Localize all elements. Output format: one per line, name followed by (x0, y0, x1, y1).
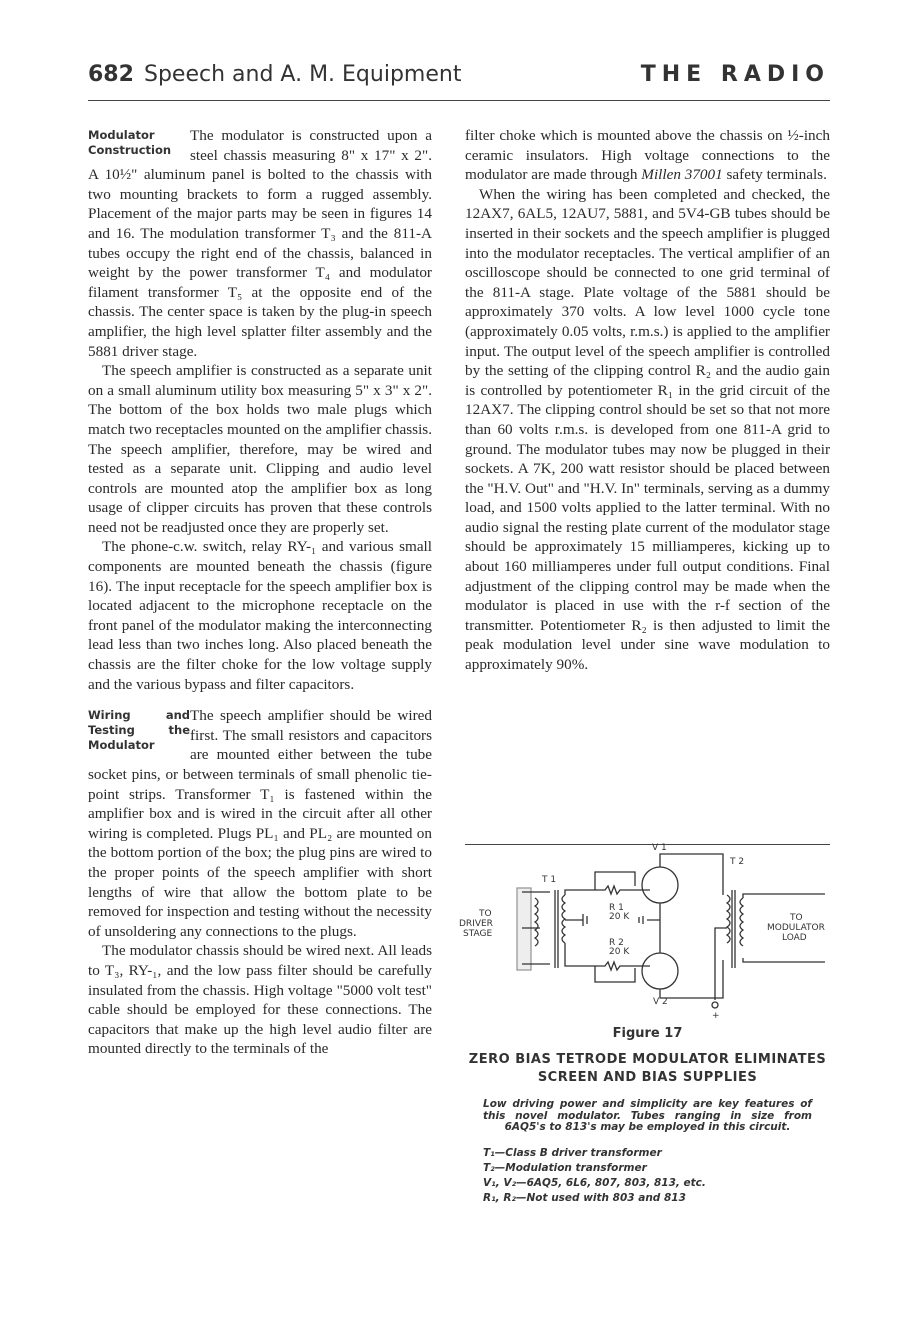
figure-divider (465, 844, 830, 845)
figure-title: ZERO BIAS TETRODE MODULATOR ELIMINATES SCREEN AND BIAS SUPPLIES (468, 1052, 827, 1085)
page-header (88, 60, 830, 101)
paragraph: The speech amplifier is constructed as a separate unit on a small aluminum utility box measuring 5" x 3" x 2". The bottom of the box holds two male plugs which match two receptacles mounted on the amplifier chassis. The speech amplifier, therefore, may be wired and tested as a separate unit. Clipping and audio level controls are mounted atop the amplifier box as long usage of clipper circuits has proven that these controls need not be readjusted once they are properly set. (88, 362, 432, 536)
legend-item: V₁, V₂—6AQ5, 6L6, 807, 803, 813, etc. (483, 1176, 706, 1189)
svg-text:T 2: T 2 (730, 857, 745, 867)
paragraph: The phone-c.w. switch, relay RY-₁ and various small components are mounted beneath the chassis (figure 16). The input receptacle for the speech amplifier box is located adjacent to the microphone receptacle on the front panel of the modulator making the interconnecting lead less than two inches long. Also placed beneath the chassis are the filter choke for the low voltage supply and the various bypass and filter capacitors. (88, 538, 432, 693)
legend-item: T₂—Modulation transformer (483, 1161, 647, 1174)
svg-text:STAGE: STAGE (463, 929, 493, 939)
legend-item: R₁, R₂—Not used with 803 and 813 (483, 1191, 686, 1204)
paragraph: filter choke which is mounted above the chassis on ½-inch ceramic insulators. High voltage connections to the modulator are made through Millen 37001 safety terminals. (465, 127, 830, 184)
paragraph: When the wiring has been completed and checked, the 12AX7, 6AL5, 12AU7, 5881, and 5V4-GB tubes should be inserted in their sockets and the speech amplifier is plugged into the modulator receptacles. The vertical amplifier of an oscilloscope should be connected to one grid terminal of the 811-A stage. Plate voltage of the 5881 should be approximately 370 volts. A low level 1000 cycle tone (approximately 0.05 volts, r.m.s.) is applied to the amplifier input. The output level of the speech amplifier is controlled by the setting of the clipping control R₂ and the audio gain is controlled by potentiometer R₁ in the grid circuit of the 12AX7. The clipping control should be set so that not more than 60 volts r.m.s. is developed from one 811-A grid to ground. The modulator tubes may now be plugged in their sockets. A 7K, 200 watt resistor should be placed between the "H.V. Out" and "H.V. In" terminals, serving as a dummy load, and 1500 volts applied to the latter terminal. With no audio signal the resting plate current of the modulator stage should be approximately 15 milliamperes, kicking up to about 160 milliamperes under full output conditions. Final adjustment of the clipping control may be made when the modulator is placed in use with the r-f section of the transmitter. Potentiometer R₂ is then adjusted to limit the peak modulation level under sine wave modulation to approximately 90%. (465, 185, 830, 674)
circuit-diagram (459, 843, 830, 1021)
figure-description: Low driving power and simplicity are key features of this novel modulator. Tubes ranging in size from 6AQ5's to 813's may be employed in this circuit. (483, 1098, 812, 1133)
svg-text:T 1: T 1 (542, 875, 557, 885)
legend-item: T₁—Class B driver transformer (483, 1146, 662, 1159)
svg-text:20 K: 20 K (609, 947, 630, 957)
svg-text:V 2: V 2 (653, 997, 668, 1007)
svg-text:R 1: R 1 (609, 903, 624, 913)
svg-text:R 2: R 2 (609, 938, 624, 948)
side-heading: Wiring and Testing the Modulator (88, 708, 190, 753)
paragraph: The modulator is constructed upon a steel chassis measuring 8" x 17" x 2". A 10½" aluminum panel is bolted to the chassis with two mounting brackets to form a rugged assembly. Placement of the major parts may be seen in figures 14 and 16. The modulation transformer T₃ and the 811-A tubes occupy the right end of the chassis, balanced in weight by the power transformer T₄ and modulator filament transformer T₅ at the opposite end of the chassis. The center space is taken by the plug-in speech amplifier, the high level splatter filter assembly and the 5881 driver stage. (88, 127, 432, 360)
page-number: 682 (88, 62, 134, 87)
side-heading: Modulator Construction (88, 128, 172, 157)
svg-text:TO: TO (790, 913, 803, 923)
svg-text:TO: TO (479, 909, 492, 919)
figure-legend (483, 1146, 830, 1206)
chapter-title: Speech and A. M. Equipment (144, 62, 462, 87)
paragraph: The speech amplifier should be wired first. The small resistors and capacitors are mounted either between the tube socket pins, or between terminals of small phenolic tie-point strips. Transformer T₁ is fastened within the amplifier box and is wired in the circuit after all other wiring is completed. Plugs PL₁ and PL₂ are mounted on the bottom portion of the box; the plug pins are wired to the proper points of the speech amplifier with short lengths of wire that allow the bottom plate to be removed for inspection and testing without the necessity of unsoldering any connections to the plugs. (88, 707, 432, 940)
svg-text:V 1: V 1 (652, 843, 667, 853)
book-title: THE RADIO (640, 62, 830, 87)
paragraph: The modulator chassis should be wired next. All leads to T₃, RY-₁, and the low pass filter should be carefully insulated from the chassis. High voltage "5000 volt test" cable should be employed for these connections. The capacitors that make up the high level audio filter are mounted directly to the terminals of the (88, 942, 432, 1058)
svg-text:LOAD: LOAD (782, 933, 807, 943)
svg-text:20 K: 20 K (609, 912, 630, 922)
figure-caption (465, 1026, 830, 1206)
figure-number: Figure 17 (612, 1026, 683, 1041)
left-column (88, 126, 432, 1059)
right-column (465, 126, 830, 675)
svg-text:DRIVER: DRIVER (459, 919, 493, 929)
svg-text:+: + (712, 1011, 720, 1021)
svg-text:MODULATOR: MODULATOR (767, 923, 825, 933)
